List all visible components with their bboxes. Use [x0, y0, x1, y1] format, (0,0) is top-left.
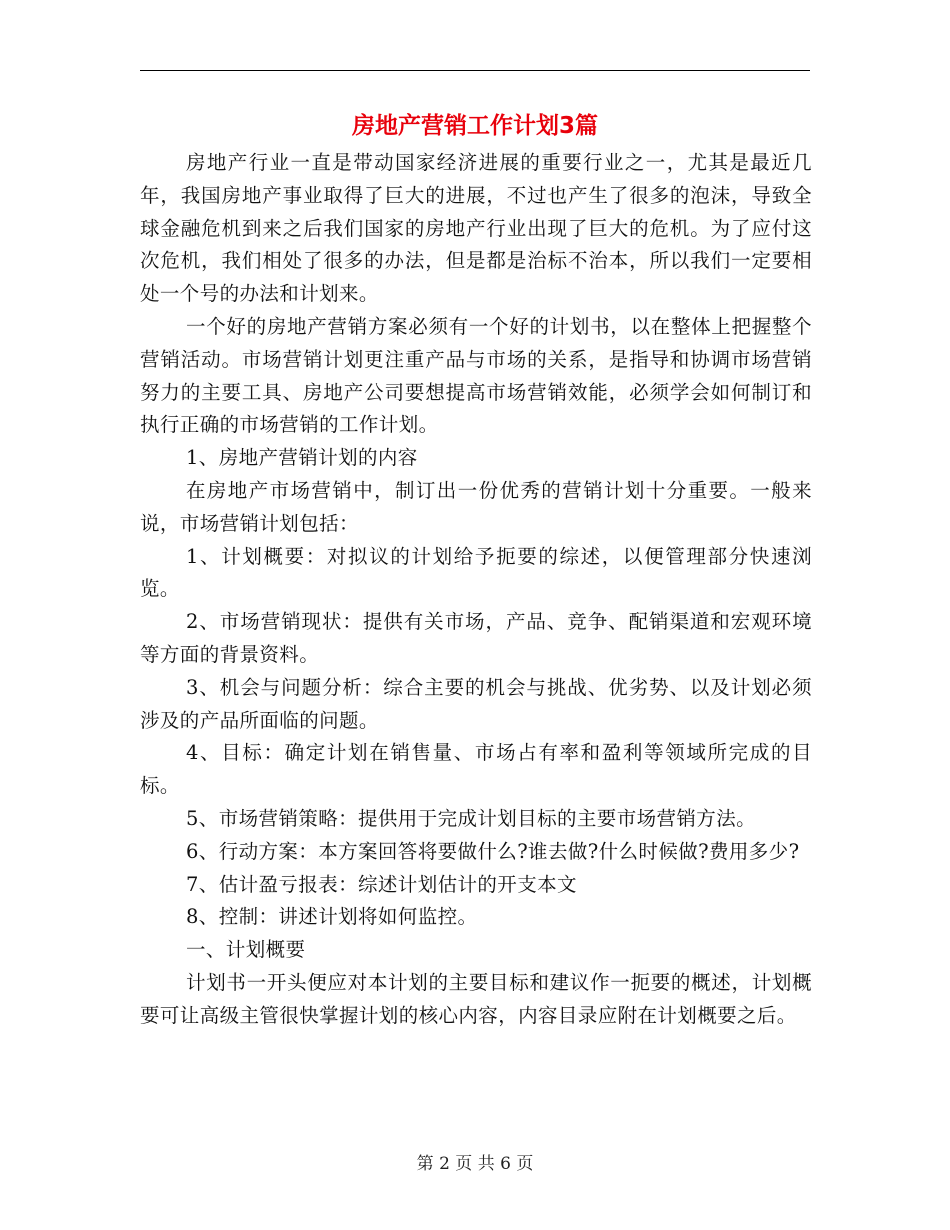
section-heading: 一、计划概要: [186, 938, 306, 962]
document-body: [140, 147, 812, 1033]
body-paragraph: 在房地产市场营销中，制订出一份优秀的营销计划十分重要。一般来说，市场营销计划包括：: [140, 478, 812, 535]
header-rule: [140, 70, 810, 71]
section-heading: 1、房地产营销计划的内容: [186, 446, 418, 470]
list-item: 4、目标：确定计划在销售量、市场占有率和盈利等领域所完成的目标。: [140, 741, 812, 798]
list-item: 5、市场营销策略：提供用于完成计划目标的主要市场营销方法。: [186, 806, 757, 830]
page-indicator: 第 2 页 共 6 页: [416, 1154, 534, 1174]
list-item: 6、行动方案：本方案回答将要做什么?谁去做?什么时候做?费用多少?: [186, 839, 800, 863]
body-paragraph: 房地产行业一直是带动国家经济进展的重要行业之一，尤其是最近几年，我国房地产事业取得了巨大的进展，不过也产生了很多的泡沫，导致全球金融危机到来之后我们国家的房地产行业出现了巨大的危机。为了应付这次危机，我们相处了很多的办法，但是都是治标不治本，所以我们一定要相处一个号的办法和计划来。: [140, 151, 812, 306]
list-item: 8、控制：讲述计划将如何监控。: [186, 905, 478, 929]
list-item: 2、市场营销现状：提供有关市场，产品、竞争、配销渠道和宏观环境等方面的背景资料。: [140, 610, 812, 666]
body-paragraph: 计划书一开头便应对本计划的主要目标和建议作一扼要的概述，计划概要可让高级主管很快掌握计划的核心内容，内容目录应附在计划概要之后。: [140, 970, 812, 1027]
document-title: 房地产营销工作计划3篇: [351, 113, 598, 139]
list-item: 7、估计盈亏报表：综述计划估计的开支本文: [186, 872, 577, 896]
list-item: 3、机会与问题分析：综合主要的机会与挑战、优劣势、以及计划必须涉及的产品所面临的问题。: [140, 675, 812, 732]
list-item: 1、计划概要：对拟议的计划给予扼要的综述，以便管理部分快速浏览。: [140, 544, 812, 601]
body-paragraph: 一个好的房地产营销方案必须有一个好的计划书，以在整体上把握整个营销活动。市场营销计划更注重产品与市场的关系，是指导和协调市场营销努力的主要工具、房地产公司要想提高市场营销效能，必须学会如何制订和执行正确的市场营销的工作计划。: [140, 314, 812, 437]
